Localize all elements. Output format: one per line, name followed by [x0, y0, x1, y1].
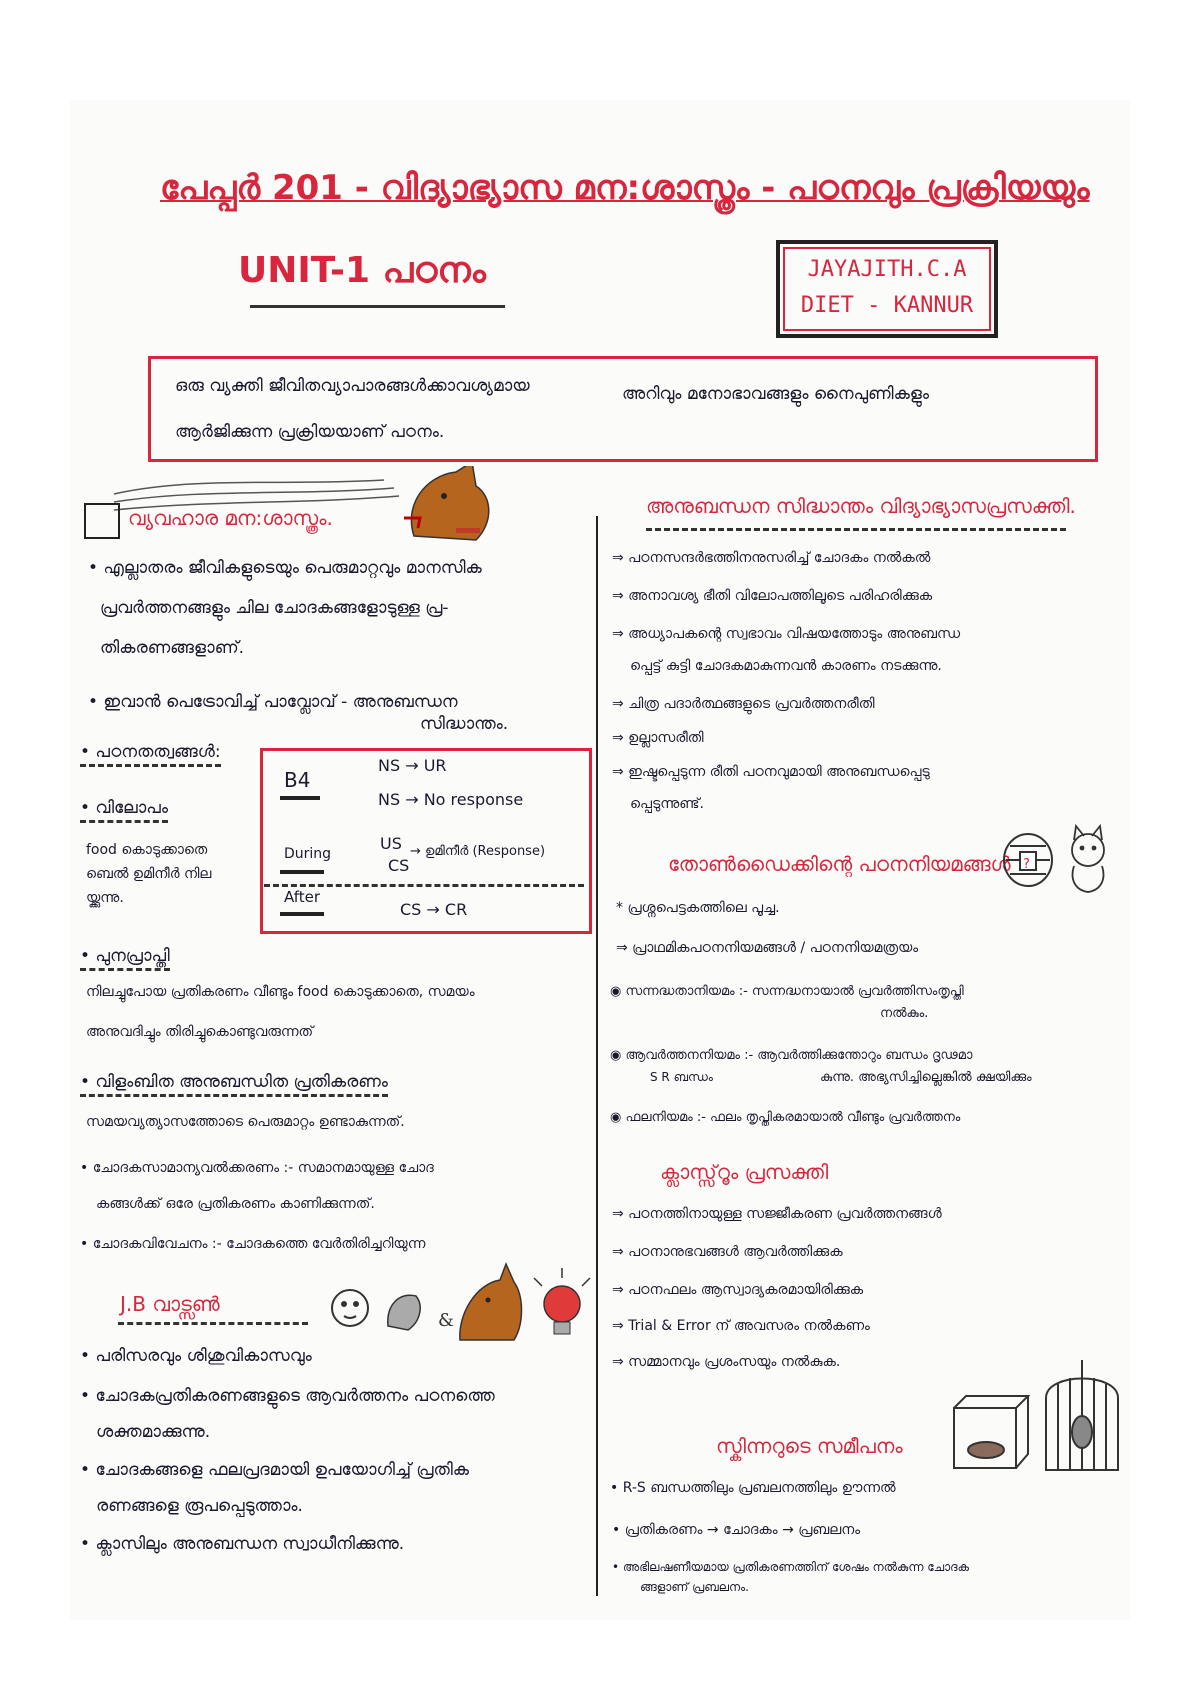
skinner-1: • R-S ബന്ധത്തിലും പ്രബലനത്തിലും ഊന്നൽ [610, 1480, 896, 1496]
skinner-box-illustration [950, 1358, 1130, 1478]
thorndike-law-2b: കുന്നു. അഭ്യസിച്ചില്ലെങ്കിൽ ക്ഷയിക്കും [820, 1070, 1032, 1085]
recovery-label: • പുനപ്രാപ്തി [80, 944, 170, 971]
rat-icon [388, 1295, 420, 1330]
skinner-2: • പ്രതികരണം → ചോദകം → പ്രബലനം [612, 1522, 861, 1538]
page-title: പേപ്പർ 201 - വിദ്യാഭ്യാസ മന:ശാസ്ത്രം - പഠനവും പ്രക്രിയയും [160, 168, 1090, 208]
watson-bullet-3a: • ചോദകങ്ങളെ ഫലപ്രദമായി ഉപയോഗിച്ച് പ്രതിക [80, 1460, 469, 1480]
skinner-3b: ങ്ങളാണ് പ്രബലനം. [640, 1580, 749, 1594]
discrimination: • ചോദകവിവേചനം :- ചോദകത്തെ വേർതിരിച്ചറിയുന്ന [80, 1236, 426, 1252]
thorndike-1: * പ്രശ്നപെട്ടകത്തിലെ പൂച്ച. [616, 900, 780, 916]
during-label: During [284, 846, 332, 862]
thorndike-2: ⇒ പ്രാഥമികപഠനനിയമങ്ങൾ / പഠനനിയമത്രയം [616, 940, 919, 956]
definition-box [148, 356, 1098, 462]
classroom-4: ⇒ Trial & Error ന് അവസരം നൽകണം [612, 1318, 870, 1334]
birdcage-icon [1046, 1360, 1118, 1470]
during-cs: CS [388, 856, 410, 875]
after-label: After [284, 888, 321, 906]
watson-bullet-1: • പരിസരവും ശിശുവികാസവും [80, 1346, 312, 1366]
left-bullet-1a: • എല്ലാതരം ജീവികളുടെയും പെരുമാറ്റവും മാനസിക [88, 558, 482, 578]
before-row-2: NS → No response [378, 790, 524, 809]
thorndike-law-1a: ◉ സന്നദ്ധതാനിയമം :- സന്നദ്ധനായാൽ പ്രവർത്തിസംതൃപ്തി [610, 984, 964, 999]
classroom-3: ⇒ പഠനഫലം ആസ്വാദ്യകരമായിരിക്കുക [612, 1282, 864, 1298]
skinner-heading: സ്കിന്നറുടെ സമീപനം [716, 1434, 903, 1458]
relevance-heading: അനുബന്ധന സിദ്ധാന്തം വിദ്യാഭ്യാസപ്രസക്തി. [646, 494, 1076, 518]
thorndike-law-2a: ◉ ആവർത്തനനിയമം :- ആവർത്തിക്കുന്തോറും ബന്ധം ദൃഢമാ [610, 1048, 973, 1063]
author-name: JAYAJITH.C.A [807, 257, 967, 282]
before-underline [280, 796, 320, 800]
delayed-desc: സമയവ്യത്യാസത്തോടെ പെരുമാറ്റം ഉണ്ടാകുന്നത്. [86, 1114, 405, 1130]
skinner-3a: • അഭിലഷണീയമായ പ്രതികരണത്തിന് ശേഷം നൽകുന്ന ചോദക [612, 1560, 970, 1574]
extinction-desc-1: food കൊടുക്കാതെ [86, 842, 208, 858]
during-underline [280, 870, 324, 874]
delayed-label: • വിളംബിത അനുബന്ധിത പ്രതികരണം [80, 1070, 388, 1097]
relevance-2: ⇒ അനാവശ്യ ഭീതി വിലോപത്തിലൂടെ പരിഹരിക്കുക [612, 588, 933, 604]
left-bullet-3: • പഠനതത്വങ്ങൾ: [80, 740, 221, 767]
relevance-4: ⇒ ചിത്ര പദാർത്ഥങ്ങളുടെ പ്രവർത്തനരീതി [612, 696, 875, 712]
relevance-5: ⇒ ഉല്ലാസരീതി [612, 730, 704, 746]
thorndike-law-2-sr: S R ബന്ധം [650, 1070, 713, 1084]
left-bullet-2b: സിദ്ധാന്തം. [420, 714, 509, 734]
relevance-3a: ⇒ അധ്യാപകന്റെ സ്വഭാവം വിഷയത്തോടും അനുബന്ധ [612, 626, 961, 642]
watson-illustrations [328, 1260, 596, 1346]
ampersand-symbol: & [438, 1310, 455, 1331]
unit-underline [250, 305, 505, 308]
box-icon [954, 1396, 1028, 1468]
before-row-1: NS → UR [378, 756, 447, 775]
cat-icon [1072, 826, 1104, 892]
extinction-desc-2: ബെൽ ഉമിനീർ നില [86, 866, 212, 882]
baby-face-icon [332, 1290, 368, 1326]
definition-line-1b: അറിവും മനോഭാവങ്ങളും നൈപുണികളും [622, 384, 930, 404]
watson-heading: J.B വാട്സൺ [120, 1292, 220, 1316]
left-bullet-1c: തികരണങ്ങളാണ്. [100, 638, 245, 658]
thorndike-law-1b: നൽകും. [880, 1006, 929, 1021]
extinction-desc-3: യ്ക്കുന്നു. [86, 890, 124, 906]
watson-underline [118, 1322, 308, 1325]
relevance-1: ⇒ പഠനസന്ദർഭത്തിനനുസരിച്ച് ചോദകം നൽകൽ [612, 550, 931, 566]
during-us: US [380, 834, 402, 853]
recovery-desc-1: നിലച്ചുപോയ പ്രതികരണം വീണ്ടും food കൊടുക്കാതെ, സമയം [86, 984, 475, 1000]
dog-head-icon [404, 466, 489, 540]
column-divider [596, 516, 598, 1596]
left-bullet-2a: • ഇവാൻ പെട്രോവിച്ച് പാവ്ലോവ് - അനുബന്ധന [88, 692, 458, 712]
before-label: B4 [284, 768, 311, 792]
during-response: → ഉമിനീർ (Response) [410, 844, 546, 859]
watson-bullet-2a: • ചോദകപ്രതികരണങ്ങളുടെ ആവർത്തനം പഠനത്തെ [80, 1386, 495, 1406]
definition-line-2: ആർജിക്കുന്ന പ്രക്രിയയാണ് പഠനം. [175, 422, 445, 442]
watson-bullet-3b: രണങ്ങളെ രൂപപ്പെടുത്താം. [96, 1496, 303, 1516]
after-row: CS → CR [400, 900, 468, 919]
thorndike-heading: തോൺഡൈക്കിന്റെ പഠനനിയമങ്ങൾ [668, 852, 1011, 876]
watson-bullet-2b: ശക്തമാക്കുന്നു. [96, 1422, 211, 1442]
classroom-5: ⇒ സമ്മാനവും പ്രശംസയും നൽകുക. [612, 1354, 841, 1370]
after-underline [280, 912, 324, 916]
author-box [776, 240, 998, 338]
relevance-underline [646, 528, 1066, 531]
classroom-2: ⇒ പഠനാനുഭവങ്ങൾ ആവർത്തിക്കുക [612, 1244, 843, 1260]
generalization-2: കങ്ങൾക്ക് ഒരേ പ്രതികരണം കാണിക്കുന്നത്. [96, 1196, 375, 1212]
question-mark-symbol: ? [1023, 857, 1030, 872]
generalization-1: • ചോദകസാമാന്യവൽക്കരണം :- സമാനമായുള്ള ചോദ [80, 1160, 434, 1176]
relevance-6b: പ്പെടുന്നുണ്ട്. [630, 796, 704, 812]
jar-icon [84, 503, 120, 539]
left-bullet-1b: പ്രവർത്തനങ്ങളും ചില ചോദകങ്ങളോടുള്ള പ്ര- [100, 598, 449, 618]
behaviourism-heading: വ്യവഹാര മന:ശാസ്ത്രം. [128, 506, 333, 530]
watson-bullet-4: • ക്ലാസിലും അനുബന്ധന സ്വാധീനിക്കുന്നു. [80, 1534, 405, 1554]
definition-line-1: ഒരു വ്യക്തി ജീവിതവ്യാപാരങ്ങൾക്കാവശ്യമായ [175, 376, 530, 396]
relevance-3b: പ്പെട്ട് കുട്ടി ചോദകമാകുന്നവൻ കാരണം നടക്കുന്നു. [630, 658, 942, 674]
extinction-label: • വിലോപം [80, 796, 168, 823]
classroom-relevance-heading: ക്ലാസ്സ്‌റൂം പ്രസക്തി [660, 1160, 829, 1184]
puzzle-box-illustration [1000, 816, 1130, 896]
unit-title: UNIT-1 പഠനം [238, 250, 486, 291]
author-org: DIET - KANNUR [800, 293, 974, 318]
relevance-6a: ⇒ ഇഷ്ടപ്പെടുന്ന രീതി പഠനവുമായി അനുബന്ധപ്പെടു [612, 764, 930, 780]
bulb-icon [534, 1268, 590, 1334]
recovery-desc-2: അനുവദിച്ചും തിരിച്ചുകൊണ്ടുവരുന്നത് [86, 1024, 314, 1040]
conditioning-separator [264, 884, 584, 887]
thorndike-law-3: ◉ ഫലനിയമം :- ഫലം തൃപ്തികരമായാൽ വീണ്ടും പ്രവർത്തനം [610, 1110, 961, 1125]
dog-icon [460, 1264, 522, 1340]
classroom-1: ⇒ പഠനത്തിനായുള്ള സജ്ജീകരണ പ്രവർത്തനങ്ങൾ [612, 1206, 942, 1222]
